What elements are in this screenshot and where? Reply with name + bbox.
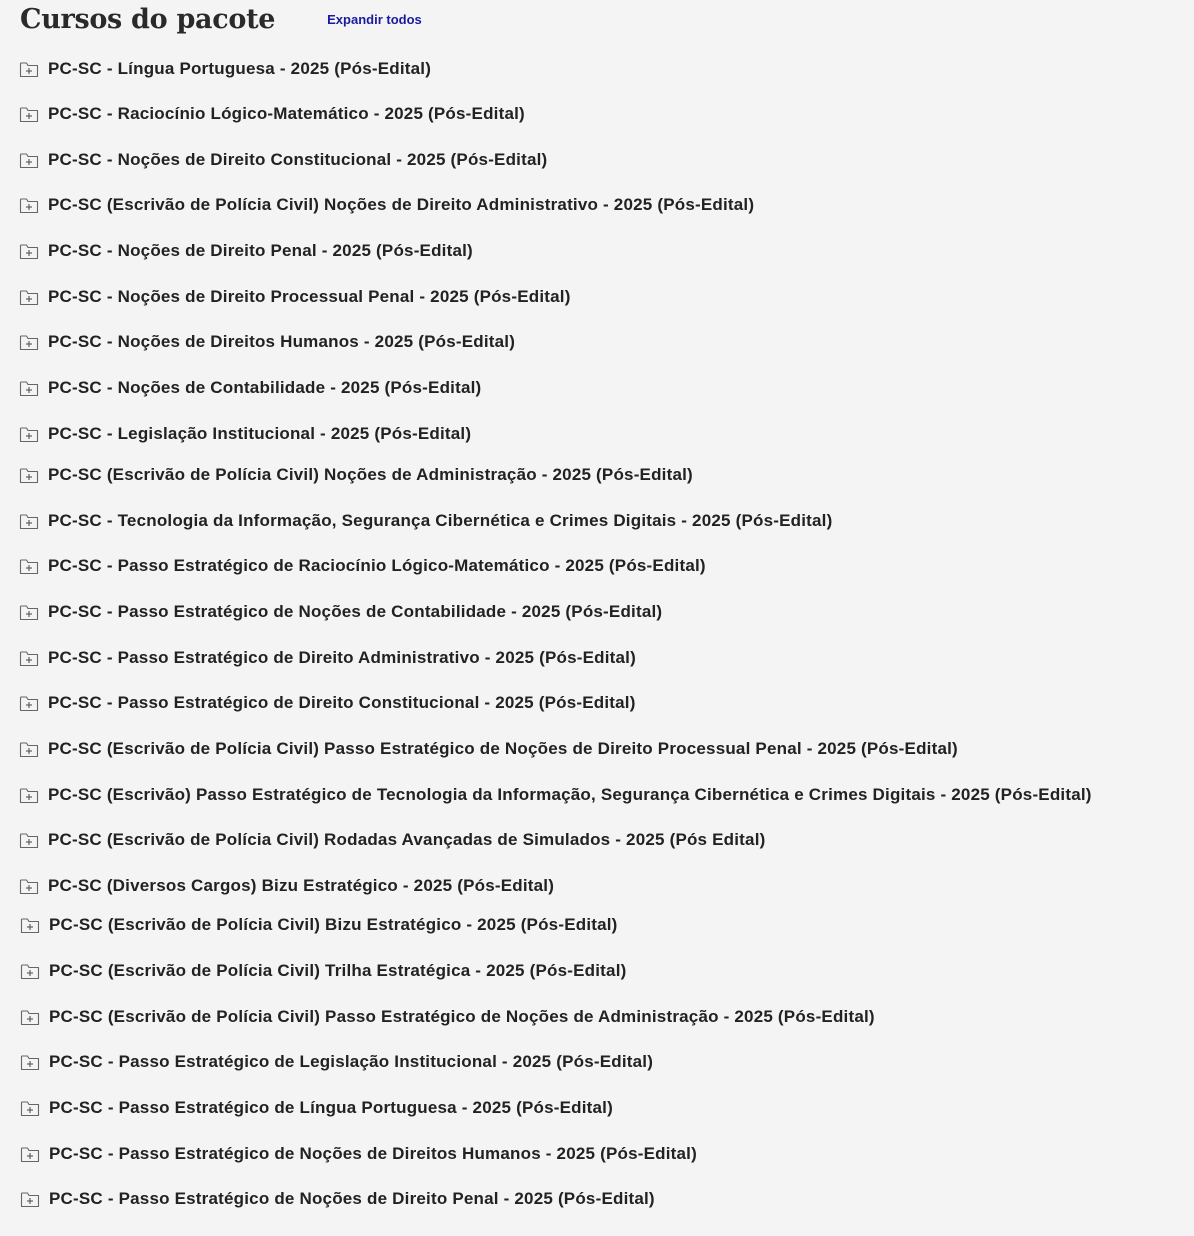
course-label: PC-SC - Língua Portuguesa - 2025 (Pós-Edital) (48, 59, 432, 78)
course-label: PC-SC - Raciocínio Lógico-Matemático - 2025 (Pós-Edital) (48, 104, 525, 123)
course-item[interactable] (20, 1187, 655, 1211)
folder-plus-icon[interactable] (20, 962, 40, 980)
folder-plus-icon[interactable] (19, 877, 39, 895)
course-label: PC-SC - Tecnologia da Informação, Segurança Cibernética e Crimes Digitais - 2025 (Pós-Edital) (48, 511, 833, 530)
folder-plus-icon[interactable] (19, 512, 39, 530)
course-item[interactable] (19, 463, 693, 487)
folder-plus-icon[interactable] (19, 603, 39, 621)
folder-plus-icon[interactable] (19, 694, 39, 712)
folder-plus-icon[interactable] (19, 557, 39, 575)
course-label: PC-SC - Legislação Institucional - 2025 (Pós-Edital) (48, 424, 472, 443)
course-item[interactable] (20, 959, 626, 983)
course-item[interactable] (19, 102, 525, 126)
folder-plus-icon[interactable] (19, 333, 39, 351)
course-item[interactable] (20, 913, 618, 937)
course-item[interactable] (19, 193, 754, 217)
course-item[interactable] (20, 1050, 653, 1074)
course-label: PC-SC - Passo Estratégico de Direito Administrativo - 2025 (Pós-Edital) (48, 648, 636, 667)
folder-plus-icon[interactable] (19, 466, 39, 484)
course-label: PC-SC - Noções de Direito Penal - 2025 (Pós-Edital) (48, 241, 473, 260)
folder-plus-icon[interactable] (20, 1145, 40, 1163)
course-item[interactable] (19, 57, 431, 81)
course-item[interactable] (19, 554, 706, 578)
course-item[interactable] (19, 509, 832, 533)
folder-plus-icon[interactable] (19, 242, 39, 260)
course-item[interactable] (19, 828, 766, 852)
folder-plus-icon[interactable] (19, 105, 39, 123)
course-label: PC-SC - Noções de Direito Processual Penal - 2025 (Pós-Edital) (48, 287, 571, 306)
course-label: PC-SC (Escrivão de Polícia Civil) Bizu Estratégico - 2025 (Pós-Edital) (49, 915, 618, 934)
folder-plus-icon[interactable] (19, 831, 39, 849)
course-label: PC-SC (Escrivão) Passo Estratégico de Tecnologia da Informação, Segurança Cibernética e Crimes Digitais - 2025 (Pós-Edital) (48, 785, 1092, 804)
course-item[interactable] (19, 691, 636, 715)
course-label: PC-SC - Passo Estratégico de Direito Constitucional - 2025 (Pós-Edital) (48, 693, 636, 712)
course-item[interactable] (20, 1142, 697, 1166)
course-item[interactable] (19, 737, 958, 761)
folder-plus-icon[interactable] (19, 425, 39, 443)
course-label: PC-SC (Escrivão de Polícia Civil) Noções de Administração - 2025 (Pós-Edital) (48, 465, 693, 484)
folder-plus-icon[interactable] (19, 649, 39, 667)
folder-plus-icon[interactable] (20, 1053, 40, 1071)
course-item[interactable] (19, 646, 636, 670)
folder-plus-icon[interactable] (20, 1190, 40, 1208)
folder-plus-icon[interactable] (19, 151, 39, 169)
course-label: PC-SC (Escrivão de Polícia Civil) Passo Estratégico de Noções de Direito Processual Penal - 2025 (Pós-Edital) (48, 739, 958, 758)
folder-plus-icon[interactable] (20, 1008, 40, 1026)
folder-plus-icon[interactable] (19, 786, 39, 804)
course-item[interactable] (19, 330, 515, 354)
course-label: PC-SC - Noções de Contabilidade - 2025 (Pós-Edital) (48, 378, 482, 397)
header (20, 4, 422, 35)
folder-plus-icon[interactable] (19, 60, 39, 78)
folder-plus-icon[interactable] (19, 288, 39, 306)
course-label: PC-SC - Noções de Direitos Humanos - 2025 (Pós-Edital) (48, 332, 516, 351)
page-title: Cursos do pacote (20, 4, 276, 35)
course-item[interactable] (19, 600, 662, 624)
course-label: PC-SC - Passo Estratégico de Língua Portuguesa - 2025 (Pós-Edital) (49, 1098, 613, 1117)
course-label: PC-SC (Escrivão de Polícia Civil) Noções de Direito Administrativo - 2025 (Pós-Edital) (48, 195, 755, 214)
folder-plus-icon[interactable] (20, 1099, 40, 1117)
course-item[interactable] (19, 239, 473, 263)
course-item[interactable] (19, 422, 471, 446)
course-label: PC-SC (Escrivão de Polícia Civil) Trilha Estratégica - 2025 (Pós-Edital) (49, 961, 627, 980)
folder-plus-icon[interactable] (19, 740, 39, 758)
course-item[interactable] (19, 874, 554, 898)
course-label: PC-SC (Escrivão de Polícia Civil) Passo Estratégico de Noções de Administração - 2025 (Pós-Edital) (49, 1007, 875, 1026)
course-label: PC-SC (Diversos Cargos) Bizu Estratégico - 2025 (Pós-Edital) (48, 876, 555, 895)
course-item[interactable] (20, 1005, 875, 1029)
expand-all-link[interactable]: Expandir todos (327, 12, 422, 27)
folder-plus-icon[interactable] (19, 196, 39, 214)
folder-plus-icon[interactable] (19, 379, 39, 397)
course-label: PC-SC - Passo Estratégico de Noções de Direito Penal - 2025 (Pós-Edital) (49, 1189, 655, 1208)
course-label: PC-SC - Passo Estratégico de Raciocínio Lógico-Matemático - 2025 (Pós-Edital) (48, 556, 706, 575)
course-item[interactable] (19, 148, 547, 172)
course-label: PC-SC - Passo Estratégico de Noções de Contabilidade - 2025 (Pós-Edital) (48, 602, 663, 621)
course-label: PC-SC - Noções de Direito Constitucional - 2025 (Pós-Edital) (48, 150, 548, 169)
course-label: PC-SC (Escrivão de Polícia Civil) Rodadas Avançadas de Simulados - 2025 (Pós Edital) (48, 830, 766, 849)
course-item[interactable] (20, 1096, 613, 1120)
course-item[interactable] (19, 376, 481, 400)
course-label: PC-SC - Passo Estratégico de Legislação Institucional - 2025 (Pós-Edital) (49, 1052, 654, 1071)
folder-plus-icon[interactable] (20, 916, 40, 934)
course-item[interactable] (19, 285, 571, 309)
course-item[interactable] (19, 783, 1092, 807)
course-label: PC-SC - Passo Estratégico de Noções de Direitos Humanos - 2025 (Pós-Edital) (49, 1144, 697, 1163)
